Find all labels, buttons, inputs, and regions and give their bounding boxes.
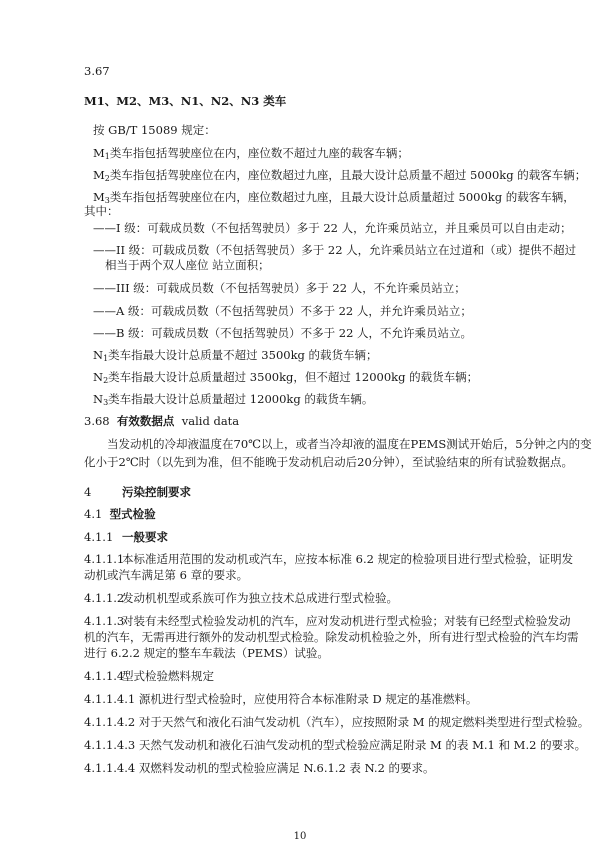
list-item: ——A 级：可载成员数（不包括驾驶员）不多于 22 人，并允许乘员站立； [93,304,472,318]
subsection-number: 4.1.1 [84,530,114,544]
paragraph: $N_1$类车指最大设计总质量不超过 3500kg 的载货车辆； [93,348,378,363]
clause-number: 4.1.1.3 [84,614,125,628]
clause: 4.1.1.1本标准适用范围的发动机或汽车，应按本标准 6.2 规定的检验项目进行型式检验，证明发 [84,552,574,566]
clause-number: 3.68 [84,414,110,428]
clause-number: 4.1.1.4.1 [84,692,136,706]
list-item: ——B 级：可载成员数（不包括驾驶员）不多于 22 人，不允许乘员站立。 [93,326,473,340]
clause-number: 4.1.1.4.2 [84,715,136,729]
paragraph: 动机或汽车满足第 6 章的要求。 [84,568,249,582]
clause-number: 3.67 [84,64,110,78]
chapter-title: 污染控制要求 [122,485,191,499]
clause: 4.1.1.3对装有未经型式检验发动机的汽车，应对发动机进行型式检验；对装有已经型式检验发动 [84,614,571,628]
paragraph: 化小于2℃时（以先到为准，但不能晚于发动机启动后20分钟），至试验结束的所有试验数据点。 [84,455,574,469]
list-item: ——III 级：可载成员数（不包括驾驶员）多于 22 人，不允许乘员站立； [93,281,466,295]
list-item: 相当于两个双人座位 站立面积； [105,258,270,272]
paragraph: 机的汽车，无需再进行额外的发动机型式检验。除发动机检验之外，所有进行型式检验的汽车均需 [84,630,579,644]
paragraph: $N_2$类车指最大设计总质量超过 3500kg，但不超过 12000kg 的载货车辆； [93,370,479,385]
section-heading [84,507,156,521]
clause-title: M1、M2、M3、N1、N2、N3 类车 [84,94,287,108]
clause-title: 有效数据点 [116,414,175,428]
paragraph: 当发动机的冷却液温度在70℃以上，或者当冷却液的温度在PEMS测试开始后，5分钟之内的变 [107,437,592,451]
subsection-title: 一般要求 [122,530,168,544]
clause-number: 4.1.1.4 [84,669,125,683]
clause: 4.1.1.4.1 源机进行型式检验时，应使用符合本标准附录 D 规定的基准燃料。 [84,692,478,706]
page-number: 10 [293,831,307,842]
clause-heading [84,414,239,428]
clause: 4.1.1.4.4 双燃料发动机的型式检验应满足 N.6.1.2 表 N.2 的要求。 [84,761,435,775]
paragraph: $N_3$类车指最大设计总质量超过 12000kg 的载货车辆。 [93,392,374,407]
paragraph: 进行 6.2.2 规定的整车车载法（PEMS）试验。 [84,646,329,660]
clause-number: 4.1.1.2 [84,591,125,605]
clause-title-en: valid data [181,414,240,428]
list-item: ——I 级：可载成员数（不包括驾驶员）多于 22 人，允许乘员站立，并且乘员可以自由走动； [93,221,572,235]
subsection-heading [84,530,168,544]
chapter-heading [84,485,191,499]
paragraph: $M_3$类车指包括驾驶座位在内，座位数超过九座，且最大设计总质量超过 5000kg 的载客车辆， [93,190,575,205]
clause-number: 4.1.1.4.4 [84,761,136,775]
section-number: 4.1 [84,507,103,521]
section-title: 型式检验 [109,507,156,521]
clause: 4.1.1.2发动机机型或系族可作为独立技术总成进行型式检验。 [84,591,398,605]
paragraph: 按 GB/T 15089 规定： [93,123,216,137]
paragraph: $M_1$类车指包括驾驶座位在内，座位数不超过九座的载客车辆； [93,146,409,161]
paragraph: 其中： [84,204,119,218]
list-item: ——II 级：可载成员数（不包括驾驶员）多于 22 人，允许乘员站立在过道和（或）提供不超过 [93,243,577,257]
clause-number: 4.1.1.4.3 [84,738,136,752]
clause: 4.1.1.4.3 天然气发动机和液化石油气发动机的型式检验应满足附录 M 的表 M.1 和 M.2 的要求。 [84,738,587,752]
clause: 4.1.1.4型式检验燃料规定 [84,669,214,683]
clause: 4.1.1.4.2 对于天然气和液化石油气发动机（汽车），应按照附录 M 的规定燃料类型进行型式检验。 [84,715,590,729]
chapter-number: 4 [84,485,92,499]
paragraph: $M_2$类车指包括驾驶座位在内，座位数超过九座，且最大设计总质量不超过 5000kg 的载客车辆； [93,168,587,183]
clause-number: 4.1.1.1 [84,552,125,566]
